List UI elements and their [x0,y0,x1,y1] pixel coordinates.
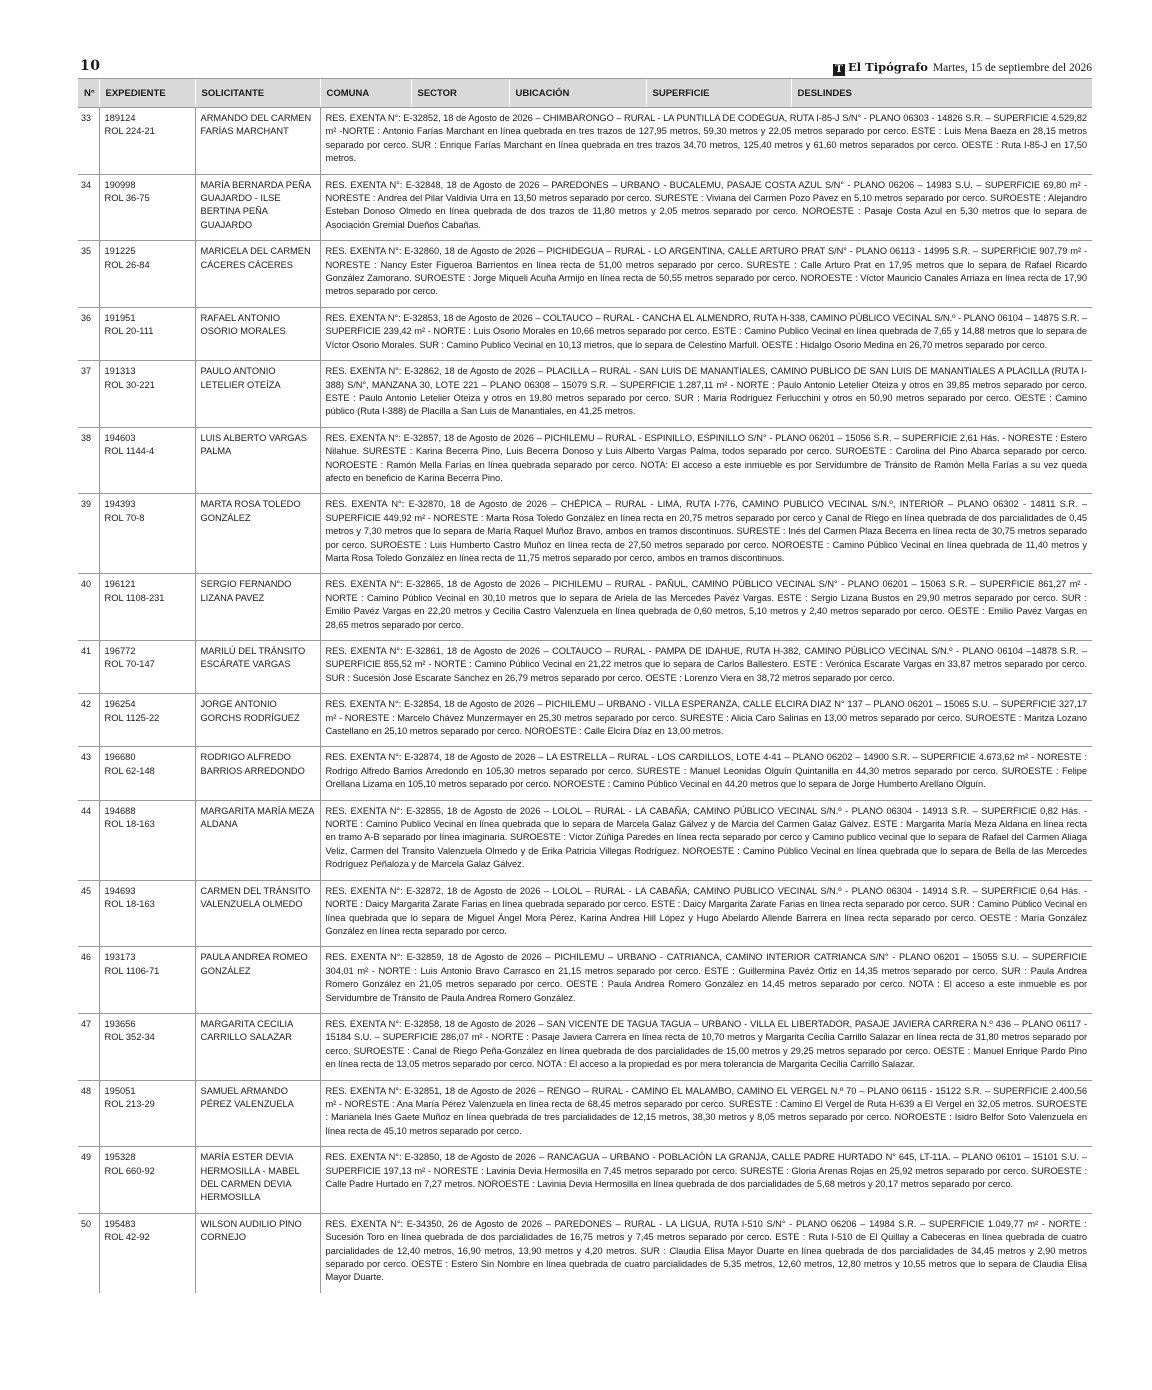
expediente-cell [99,800,195,880]
deslindes-cell: RES. EXENTA N°: E-32852, 18 de Agosto de 2026 – CHIMBARONGO – RURAL - LA PUNTILLA DE CODEGUA, RUTA I-85-J S/N° - PLANO 06303 - 14826 S.R. – SUPERFICIE 4.529,82 m² -NORTE : Antonio Farías Marchant en línea quebrada en tres trazos de 127,95 metros, 59,30 metros y 22,05 metros separado por cerco. ESTE : Luis Mena Baeza en 28,15 metros separado por cerco. SUR : Enrique Farías Marchant en línea quebrada en tres trazos 34,70 metros, 125,40 metros y 61,60 metros separados por cerco. OESTE : Ruta I-85-J en 17,50 metros. [320,108,1092,175]
expediente-cell [99,174,195,241]
deslindes-cell: RES. EXENTA N°: E-32870, 18 de Agosto de 2026 – CHÉPICA – RURAL - LIMA, RUTA I-776, CAMINO PUBLICO VECINAL S/N.º, INTERIOR – PLANO 06302 - 14811 S.R. – SUPERFICIE 449,92 m² - NORESTE : Marta Rosa Toledo González en línea recta en 20,75 metros separado por cerco y Canal de Riego en línea quebrada de dos parcialidades de 0,45 metros y 7,30 metros que lo separa de María Raquel Muñoz Bravo, ambos en tramos discontinuos. SURESTE : Inés del Carmen Plaza Becerra en línea recta de 30,75 metros separado por cerco. SUROESTE : Luis Humberto Castro Muñoz en línea recta de 27,50 metros separado por cerco. NOROESTE : Camino Público Vecinal en línea quebrada de 11,40 metros y Marta Rosa Toledo González en línea recta de 11,75 metros separado por cerco, ambos en tramos discontinuos. [320,494,1092,574]
rol-number: ROL 20-111 [104,326,154,337]
newspaper-name: El Tipógrafo [848,60,928,74]
expediente-cell [99,1013,195,1080]
rol-number: ROL 42-92 [104,1232,150,1243]
table-row [78,1013,1092,1080]
expediente-cell [99,494,195,574]
expediente-number: 196254 [104,699,136,710]
expediente-cell [99,241,195,308]
expediente-cell [99,1080,195,1147]
solicitante-cell: SAMUEL ARMANDO PÉREZ VALENZUELA [195,1080,320,1147]
rol-number: ROL 224-21 [104,126,155,137]
table-header-row [78,79,1092,108]
solicitante-cell: CARMEN DEL TRÁNSITO VALENZUELA OLMEDO [195,880,320,947]
expediente-number: 196680 [104,752,136,763]
solicitante-cell: MARILÚ DEL TRÁNSITO ESCÁRATE VARGAS [195,641,320,694]
solicitante-cell: SERGIO FERNANDO LIZANA PAVEZ [195,574,320,641]
expediente-cell [99,361,195,428]
deslindes-cell: RES. EXENTA N°: E-32853, 18 de Agosto de 2026 – COLTAUCO – RURAL - CANCHA EL ALMENDRO, RUTA H-338, CAMINO PÚBLICO VECINAL S/N.º - PLANO 06104 – 14875 S.R. – SUPERFICIE 239,42 m² - NORTE : Luis Osorio Morales en 10,66 metros separado por cerco. ESTE : Camino Publico Vecinal en línea quebrada de 7,65 y 14,88 metros que lo separa de Víctor Osorio Morales. SUR : Camino Publico Vecinal en 10,13 metros, que lo separa de Celestino Marfull. OESTE : Hidalgo Osorio Medina en 26,70 metros separado por cerco. [320,307,1092,360]
rol-number: ROL 70-147 [104,659,155,670]
table-row [78,1147,1092,1214]
deslindes-cell: RES. EXENTA N°: E-32850, 18 de Agosto de 2026 – RANCAGUA – URBANO - POBLACIÓN LA GRANJA, CALLE PADRE HURTADO N° 645, LT-11A. – PLANO 06101 – 15101 S.U. – SUPERFICIE 197,13 m² - NORESTE : Lavinia Devia Hermosilla en 7,45 metros separado por cerco. SURESTE : Gloria Arenas Rojas en 25,92 metros separado por cerco. SUROESTE : Calle Padre Hurtado en 7,27 metros. NOROESTE : Lavinia Devia Hermosilla en línea quebrada de dos parcialidades de 5,68 metros y 20,17 metros separado por cerco. [320,1147,1092,1214]
newspaper-page [78,56,1092,1293]
rol-number: ROL 70-8 [104,512,145,523]
rol-number: ROL 352-34 [104,1032,155,1043]
expediente-cell [99,574,195,641]
deslindes-cell: RES. EXENTA N°: E-32857, 18 de Agosto de 2026 – PICHILEMU – RURAL - ESPINILLO, ESPINILLO S/N° - PLANO 06201 – 15056 S.R. – SUPERFICIE 2,61 Hás. - NORESTE : Estero Nilahue. SURESTE : Karina Becerra Pino, Luis Becerra Donoso y Luis Alberto Vargas Palma, todos separado por cerco. SUROESTE : Carolina del Pino Abarca separado por cerco. NOROESTE : Ramón Mella Farías en línea quebrada separado por cerco. NOTA: El acceso a este inmueble es por Servidumbre de Tránsito de Ramón Mella Farías a su vez queda afecto en beneficio de Karina Becerra Pino. [320,427,1092,494]
rol-number: ROL 62-148 [104,765,155,776]
deslindes-cell: RES. EXENTA N°: E-32848, 18 de Agosto de 2026 – PAREDONES – URBANO - BUCALEMU, PASAJE COSTA AZUL S/N° - PLANO 06206 – 14983 S.U. – SUPERFICIE 69,80 m² - NORESTE : Andrea del Pilar Valdivia Urra en 13,50 metros separado por cerco. SURESTE : Viviana del Carmen Pozo Pávez en 5,10 metros separado por cerco. SUROESTE : Alejandro Esteban Donoso Olmedo en línea quebrada de dos trazos de 11,80 metros y 2,05 metros separado por cerco. NOROESTE : Pasaje Costa Azul en 5,30 metros que lo separa de Asociación Gremial Dueños Cabañas. [320,174,1092,241]
deslindes-cell: RES. EXENTA N°: E-32872, 18 de Agosto de 2026 – LOLOL – RURAL - LA CABAÑA, CAMINO PUBLICO VECINAL S/N.º - PLANO 06304 - 14914 S.R. – SUPERFICIE 0,64 Hás. - NORTE : Daicy Margarita Zarate Farias en línea quebrada separado por cerco. ESTE : Daicy Margarita Zarate Farias en línea recta separado por cerco. SUR : Camino Público Vecinal en línea quebrada que lo separa de Miguel Ángel Mora Pérez, Karina Andrea Hill López y Hugo Abelardo Allende Barrera en línea recta separado por cerco. OESTE : María González González en línea recta separado por cerco. [320,880,1092,947]
expediente-number: 195483 [104,1218,136,1229]
row-number: 35 [78,241,99,308]
row-number: 49 [78,1147,99,1214]
rol-number: ROL 213-29 [104,1098,155,1109]
table-row [78,574,1092,641]
header-sector: SECTOR [411,79,509,108]
rol-number: ROL 660-92 [104,1165,155,1176]
rol-number: ROL 36-75 [104,193,150,204]
deslindes-cell: RES. EXENTA N°: E-32860, 18 de Agosto de 2026 – PICHIDEGUA – RURAL - LO ARGENTINA, CALLE ARTURO PRAT S/N° - PLANO 06113 - 14995 S.R. – SUPERFICIE 907,79 m² - NORESTE : Nancy Ester Figueroa Barrientos en línea recta de 51,00 metros separado por cerco. SURESTE : Calle Arturo Prat en 17,95 metros que lo separa de Rafael Ricardo González Zamorano. SUROESTE : Jorge Miqueli Acuña Armijo en línea recta de 50,55 metros separado por cerco. NOROESTE : Víctor Mauricio Canales Arriaza en línea recta de 17,90 metros separado por cerco. [320,241,1092,308]
row-number: 50 [78,1213,99,1293]
masthead [833,60,1092,76]
table-row [78,800,1092,880]
header-deslindes: DESLINDES [791,79,1092,108]
row-number: 47 [78,1013,99,1080]
header-expediente: EXPEDIENTE [99,79,195,108]
solicitante-cell: RAFAEL ANTONIO OSORIO MORALES [195,307,320,360]
expediente-number: 190998 [104,179,136,190]
solicitante-cell: MARÍA BERNARDA PEÑA GUAJARDO - ILSE BERTINA PEÑA GUAJARDO [195,174,320,241]
header-superficie: SUPERFICIE [646,79,791,108]
table-row [78,880,1092,947]
deslindes-cell: RES. EXENTA N°: E-32859, 18 de Agosto de 2026 – PICHILEMU – URBANO - CATRIANCA, CAMINO INTERIOR CATRIANCA S/N° - PLANO 06201 – 15055 S.U. – SUPERFICIE 304,01 m² - NORTE : Luis Antonio Bravo Carrasco en 21,15 metros separado por cerco. ESTE : Guillermina Pavéz Ortiz en 14,35 metros separado por cerco. SUR : Paula Andrea Romero González en 21,05 metros separado por cerco. OESTE : Paula Andrea Romero González en 14,45 metros separado por cerco. NOTA : El acceso a este inmueble es por Servidumbre de Tránsito de Paula Andrea Romero González. [320,947,1092,1014]
expediente-cell [99,108,195,175]
table-row [78,1213,1092,1293]
solicitante-cell: LUIS ALBERTO VARGAS PALMA [195,427,320,494]
row-number: 37 [78,361,99,428]
rol-number: ROL 18-163 [104,899,155,910]
rol-number: ROL 26-84 [104,259,150,270]
expediente-number: 196772 [104,646,136,656]
expediente-cell [99,1213,195,1293]
row-number: 46 [78,947,99,1014]
solicitante-cell: MARÍA ESTER DEVIA HERMOSILLA - MABEL DEL CARMEN DEVIA HERMOSILLA [195,1147,320,1214]
deslindes-cell: RES. EXENTA N°: E-32862, 18 de Agosto de 2026 – PLACILLA – RURAL - SAN LUIS DE MANANTIALES, CAMINO PUBLICO DE SAN LUIS DE MANANTIALES A PLACILLA (RUTA I-388) S/N°, MANZANA 30, LOTE 221 – PLANO 06308 – 15079 S.R. – SUPERFICIE 1.287,11 m² - NORTE : Paulo Antonio Letelier Oteiza y otros en 39,85 metros separado por cerco. ESTE : Paulo Antonio Letelier Oteiza y otros en 19,80 metros separado por cerco. SUR : María Rodríguez Ferlucchini y otros en 50,90 metros separado por cerco. OESTE : Camino público (Ruta I-388) de Placilla a San Luis de Manantiales, en 41,25 metros. [320,361,1092,428]
solicitante-cell: WILSON AUDILIO PINO CORNEJO [195,1213,320,1293]
expediente-cell [99,747,195,800]
deslindes-cell: RES. EXENTA N°: E-32865, 18 de Agosto de 2026 – PICHILEMU – RURAL - PAÑUL, CAMINO PÚBLICO VECINAL S/N° - PLANO 06201 – 15063 S.R. – SUPERFICIE 861,27 m² - NORTE : Camino Público Vecinal en 30,10 metros que lo separa de Ariela de las Mercedes Pavéz Vargas. ESTE : Sergio Lizana Bustos en 29,90 metros separado por cerco. SUR : Emilio Pavéz Vargas en 22,20 metros y Cecilia Castro Valenzuela en línea quebrada de 0,60 metros, 5,10 metros y 2,40 metros separado por cerco. OESTE : Emilio Pavéz Vargas en 28,65 metros separado por cerco. [320,574,1092,641]
row-number: 44 [78,800,99,880]
header-numero: N° [78,79,99,108]
table-row [78,307,1092,360]
expediente-cell [99,307,195,360]
solicitante-cell: PAULA ANDREA ROMEO GONZÁLEZ [195,947,320,1014]
table-row [78,641,1092,694]
row-number: 45 [78,880,99,947]
solicitante-cell: MARICELA DEL CARMEN CÁCERES CÁCERES [195,241,320,308]
expediente-number: 195328 [104,1152,136,1163]
header-ubicacion: UBICACIÓN [509,79,646,108]
table-row [78,747,1092,800]
expediente-number: 194393 [104,499,136,510]
table-row [78,108,1092,175]
rol-number: ROL 18-163 [104,819,155,830]
deslindes-cell: RES. EXENTA N°: E-32851, 18 de Agosto de 2026 – RENGO – RURAL - CAMINO EL MALAMBO, CAMINO EL VERGEL N.º 70 – PLANO 06115 - 15122 S.R. – SUPERFICIE 2.400,56 m² - NORESTE : Ana María Pérez Valenzuela en línea recta de 68,45 metros separado por cerco. SURESTE : Camino El Vergel de Ruta H-639 a El Vergel en 32,05 metros. SUROESTE : Marianela Inés Gaete Muñoz en línea quebrada de tres parcialidades de 12,15 metros, 38,30 metros y 8,05 metros separado por cerco. NOROESTE : Isidro Belfor Soto Valenzuela en línea recta de 45,10 metros separado por cerco. [320,1080,1092,1147]
expediente-cell [99,694,195,747]
solicitante-cell: MARGARITA CECILIA CARRILLO SALAZAR [195,1013,320,1080]
row-number: 42 [78,694,99,747]
table-row [78,494,1092,574]
expediente-number: 193656 [104,1018,136,1029]
row-number: 33 [78,108,99,175]
table-row [78,947,1092,1014]
table-row [78,1080,1092,1147]
deslindes-cell: RES. EXENTA N°: E-32854, 18 de Agosto de 2026 – PICHILEMU – URBANO - VILLA ESPERANZA, CALLE ELCIRA DIAZ N° 137 – PLANO 06201 – 15065 S.U. – SUPERFICIE 327,17 m² - NORESTE : Marcelo Chávez Munzermayer en 25,30 metros separado por cerco. SURESTE : Alicia Caro Salinas en 13,00 metros separado por cerco. SUROESTE : Maritza Lozano Castellano en 25,10 metros separado por cerco. NOROESTE : Calle Elcira Díaz en 13,00 metros. [320,694,1092,747]
newspaper-logo-icon: T [833,64,845,76]
row-number: 34 [78,174,99,241]
table-row [78,427,1092,494]
table-row [78,361,1092,428]
table-row [78,241,1092,308]
expediente-cell [99,880,195,947]
expediente-number: 191313 [104,366,136,377]
expediente-cell [99,1147,195,1214]
expediente-number: 194688 [104,805,136,816]
expediente-number: 193173 [104,952,136,963]
expediente-cell [99,427,195,494]
expediente-number: 195051 [104,1085,136,1096]
land-registry-table [78,78,1092,1293]
deslindes-cell: RES. EXENTA N°: E-32861, 18 de Agosto de 2026 – COLTAUCO – RURAL - PAMPA DE IDAHUE, RUTA H-382, CAMINO PÚBLICO VECINAL S/N.º - PLANO 06104 –14878 S.R. – SUPERFICIE 855,52 m² - NORTE : Camino Público Vecinal en 21,22 metros que lo separa de Carlos Ballestero. ESTE : Verónica Escarate Vargas en 33,87 metros separado por cerco. SUR : Sucesión José Escarate Sánchez en 26,79 metros separado por cerco. OESTE : Lorenzo Viera en 38,72 metros separado por cerco. [320,641,1092,694]
row-number: 36 [78,307,99,360]
row-number: 48 [78,1080,99,1147]
expediente-number: 191225 [104,246,136,257]
deslindes-cell: RES. EXENTA N°: E-32874, 18 de Agosto de 2026 – LA ESTRELLA – RURAL - LOS CARDILLOS, LOTE 4-41 – PLANO 06202 – 14900 S.R. – SUPERFICIE 4.673,62 m² - NORESTE : Rodrigo Alfredo Barrios Arredondo en 105,30 metros separado por cerco. SURESTE : Manuel Leonidas Olguín Quintanilla en 44,30 metros separado por cerco. SUROESTE : Felipe Orellana Lizama en 105,10 metros separado por cerco. NOROESTE : Camino Público Vecinal en 44,20 metros que lo separa de Jorge Humberto Arellano Olguín. [320,747,1092,800]
solicitante-cell: ARMANDO DEL CARMEN FARÍAS MARCHANT [195,108,320,175]
solicitante-cell: PAULO ANTONIO LETELIER OTEÍZA [195,361,320,428]
page-number: 10 [80,58,101,74]
publication-date: Martes, 15 de septiembre del 2026 [932,62,1092,74]
solicitante-cell: MARTA ROSA TOLEDO GONZÁLEZ [195,494,320,574]
expediente-number: 194693 [104,885,136,896]
expediente-number: 191951 [104,312,136,323]
expediente-cell [99,641,195,694]
expediente-number: 189124 [104,113,136,123]
rol-number: ROL 1144-4 [104,446,155,457]
table-row [78,694,1092,747]
row-number: 43 [78,747,99,800]
deslindes-cell: RES. EXENTA N°: E-32855, 18 de Agosto de 2026 – LOLOL – RURAL - LA CABAÑA, CAMINO PÚBLICO VECINAL S/N.º - PLANO 06304 - 14913 S.R. – SUPERFICIE 0,82 Hás. - NORTE : Camino Publico Vecinal en línea quebrada que lo separa de Marcela Galaz Gálvez y de Marcia del Carmen Galaz Gálvez. ESTE : Margarita María Meza Aldana en línea recta en tramo A-B separado por línea imaginaria. SUROESTE : Víctor Zúñiga Paredes en línea recta separado por cerco y Camino publico vecinal que lo separa de Rafael del Carmen Aliaga Veliz, Carmen del Transito Valenzuela Olmedo y de Erika Patricia Villegas Rodríguez. NOROESTE : Camino Público Vecinal en línea quebrada que lo separa de Bella de las Mercedes Rodríguez Peñaloza y de Marcela Galaz Gálvez. [320,800,1092,880]
solicitante-cell: JORGE ANTONIO GORCHS RODRÍGUEZ [195,694,320,747]
deslindes-cell: RES. EXENTA N°: E-32858, 18 de Agosto de 2026 – SAN VICENTE DE TAGUA TAGUA – URBANO - VILLA EL LIBERTADOR, PASAJE JAVIERA CARRERA N.º 436 – PLANO 06117 - 15184 S.U. – SUPERFICIE 286,07 m² - NORTE : Pasaje Javiera Carrera en línea recta de 10,70 metros y Margarita Cecilia Carrillo Salazar en línea recta de 31,80 metros separado por cerco. SUROESTE : Canal de Riego Peña-González en línea quebrada de dos parcialidades de 15,00 metros y 29,25 metros separado por cerco. OESTE : Manuel Enrique Pardo Pino en línea recta de 13,05 metros separado por cerco. NOTA : El acceso a la propiedad es por mera tolerancia de Margarita Cecilia Carrillo Salazar. [320,1013,1092,1080]
row-number: 39 [78,494,99,574]
expediente-number: 196121 [104,579,136,590]
solicitante-cell: MARGARITA MARÍA MEZA ALDANA [195,800,320,880]
solicitante-cell: RODRIGO ALFREDO BARRIOS ARREDONDO [195,747,320,800]
rol-number: ROL 1108-231 [104,592,165,603]
deslindes-cell: RES. EXENTA N°: E-34350, 26 de Agosto de 2026 – PAREDONES – RURAL - LA LIGUA, RUTA I-510 S/N° - PLANO 06206 – 14984 S.R. – SUPERFICIE 1.049,77 m² - NORTE : Sucesión Toro en línea quebrada de dos parcialidades de 16,75 metros y 7,45 metros separado por cerco. ESTE : Ruta I-510 de El Quillay a Cabeceras en línea quebrada de cuatro parcialidades de 12,40 metros, 16,90 metros, 13,90 metros y 4,20 metros. SUR : Claudia Elisa Mayor Duarte en línea quebrada de dos parcialidades de 34,45 metros y 2,90 metros separado por cerco. OESTE : Estero Sin Nombre en línea quebrada de cuatro parcialidades de 5,35 metros, 12,60 metros, 12,80 metros y 10,55 metros que lo separa de Claudia Elisa Mayor Duarte. [325,1218,1087,1283]
rol-number: ROL 1125-22 [104,712,160,723]
header-solicitante: SOLICITANTE [195,79,320,108]
rol-number: ROL 30-221 [104,379,155,390]
page-header [78,56,1092,78]
expediente-cell [99,947,195,1014]
table-row [78,174,1092,241]
header-comuna: COMUNA [320,79,411,108]
row-number: 40 [78,574,99,641]
expediente-number: 194603 [104,432,136,443]
row-number: 38 [78,427,99,494]
rol-number: ROL 1106-71 [104,965,160,976]
row-number: 41 [78,641,99,694]
